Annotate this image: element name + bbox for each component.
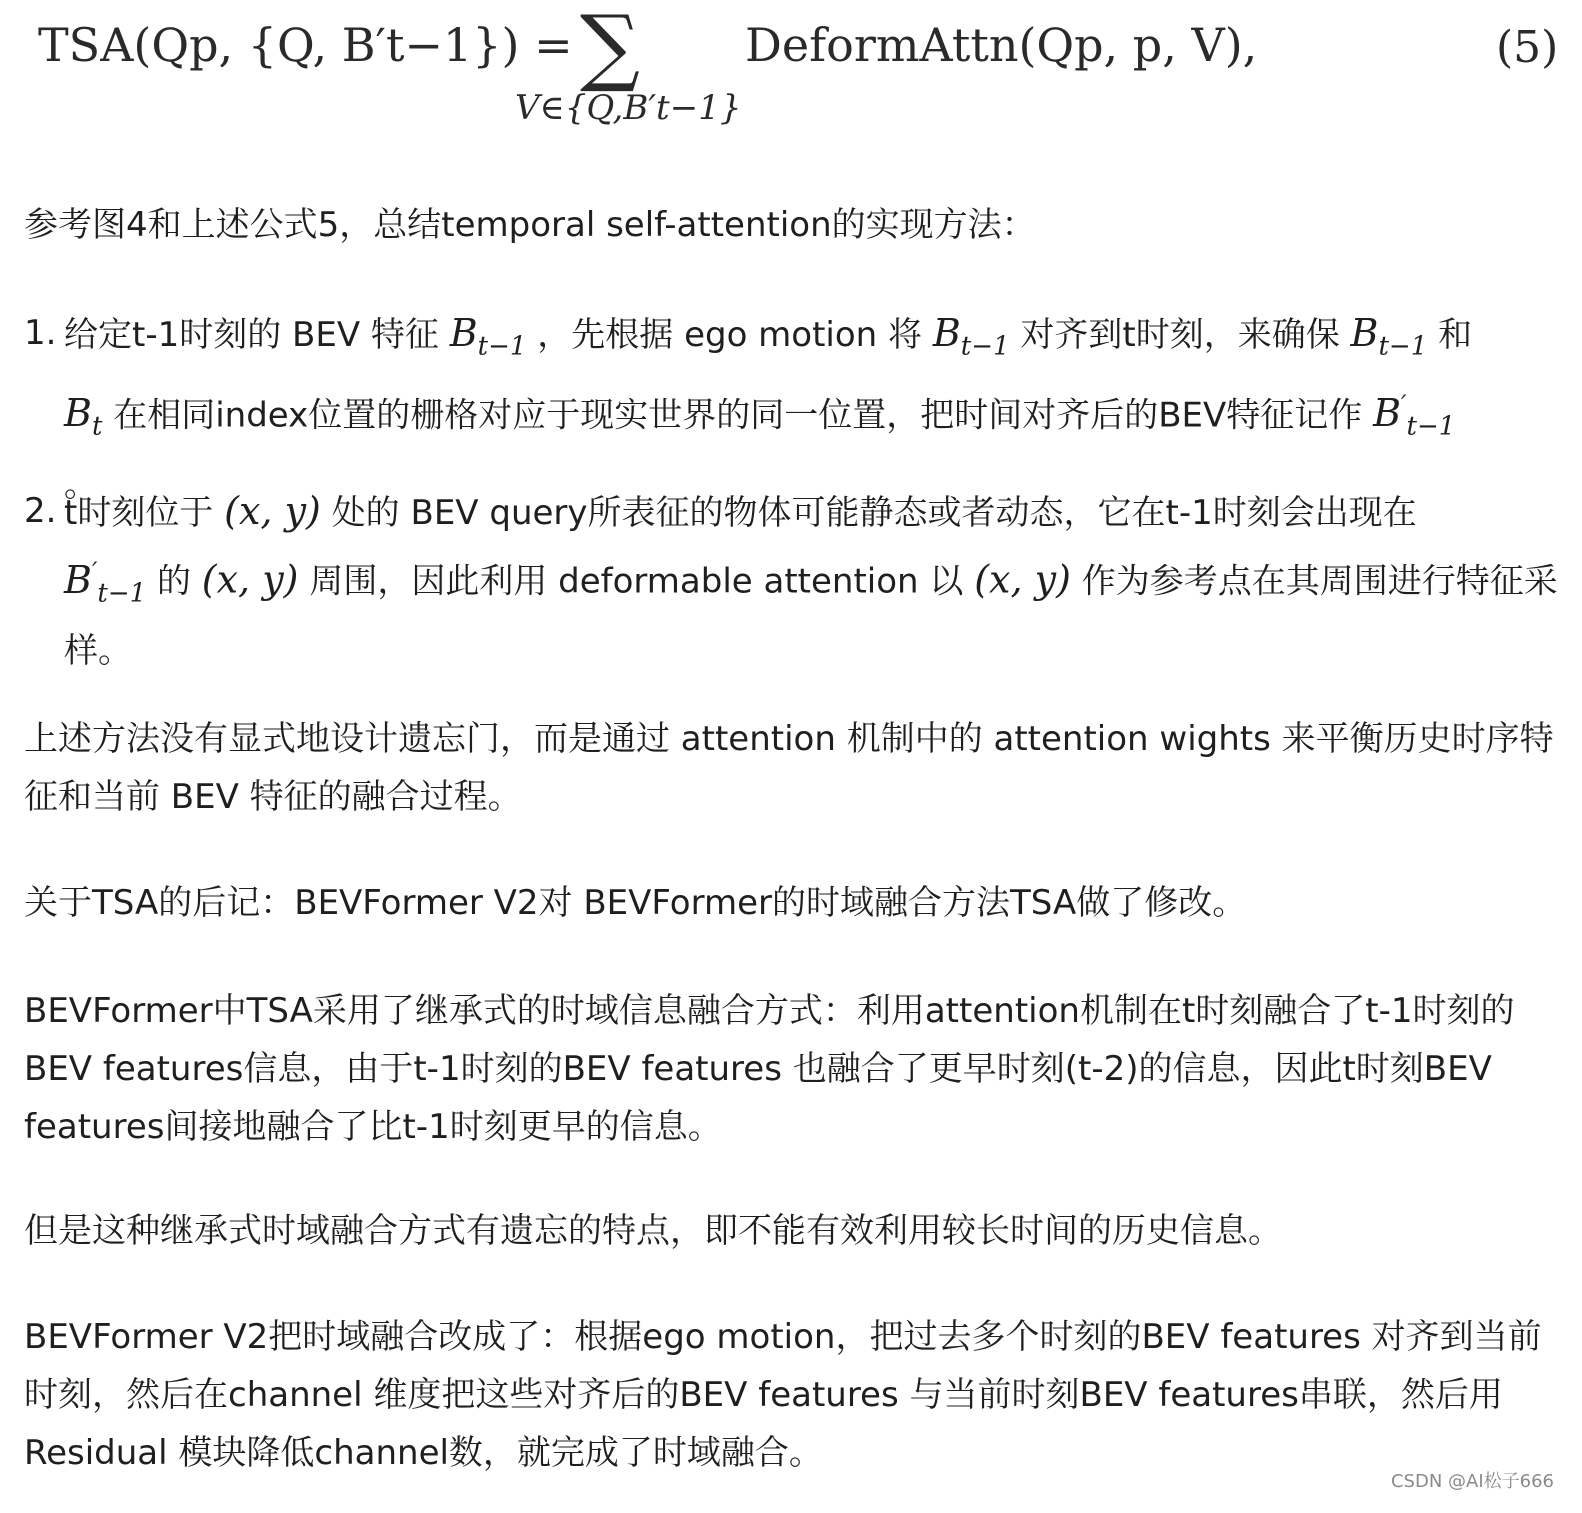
paragraph-forget-gate: 上述方法没有显式地设计遗忘门，而是通过 attention 机制中的 attention wights 来平衡历史时序特征和当前 BEV 特征的融合过程。 [24,719,1554,817]
list-number: 1. [24,313,57,353]
list-text-segment: 周围，因此利用 deformable attention 以 [309,561,964,602]
paragraph-forgetting: 但是这种继承式时域融合方式有遗忘的特点，即不能有效利用较长时间的历史信息。 [24,1211,1282,1251]
math-b-prime-t-1: $B'_{t-1}$ [1373,390,1456,442]
list-text-segment: 作为参考点在其周围进行特征采样。 [64,561,1558,672]
list-text-segment: 的 [156,561,191,602]
list-text-segment: 对齐到t时刻，来确保 [1020,315,1340,355]
paragraph-inherited-fusion: BEVFormer中TSA采用了继承式的时域信息融合方式：利用attention机制在t时刻融合了t-1时刻的BEV features信息，由于t-1时刻的BEV features 也融合了更早时刻(t-2)的信息，因此t时刻BEV features间接地融合了比t-1时刻更早的信息。 [24,991,1515,1147]
list-item-2 [24,482,1564,680]
math-xy: (x, y) [974,557,1071,602]
summation-sign: ∑ [580,0,640,95]
paragraph-tsa-note: 关于TSA的后记：BEVFormer V2对 BEVFormer的时域融合方法TSA做了修改。 [24,883,1247,923]
list-text-segment: 和 [1438,315,1473,355]
math-b-t-1: $B_{t-1}$ [1350,311,1428,362]
paragraph-v2-fusion: BEVFormer V2把时域融合改成了：根据ego motion，把过去多个时刻的BEV features 对齐到当前时刻，然后在channel 维度把这些对齐后的BEV features 与当前时刻BEV features串联，然后用Residual 模块降低channel数，就完成了时域融合。 [24,1317,1542,1473]
equation-lhs: TSA(Qp, {Q, B′t−1}) = [38,18,573,72]
list-text-segment: 给定t-1时刻的 BEV 特征 [64,315,439,355]
list-text-segment: t时刻位于 [64,493,214,533]
math-xy: (x, y) [201,557,299,602]
list-item-2-text [24,482,1564,680]
list-text-segment: 。 [64,464,98,505]
list-text-segment: ，先根据 ego motion 将 [537,315,923,355]
math-b-prime-t-1: $B'_{t-1}$ [64,557,147,609]
summation-subscript: V∈{Q,B′t−1} [515,88,742,128]
list-text-segment: 在相同index位置的栅格对应于现实世界的同一位置，把时间对齐后的BEV特征记作 [113,395,1363,436]
equation-block [0,0,1582,150]
math-b-t-1: $B_{t-1}$ [449,311,527,362]
math-b-t-1: $B_{t-1}$ [932,311,1010,362]
watermark: CSDN @AI松子666 [1390,1471,1554,1492]
math-xy: (x, y) [224,489,321,533]
intro-paragraph: 参考图4和上述公式5，总结temporal self-attention的实现方法： [24,205,1036,245]
list-text-segment: 处的 BEV query所表征的物体可能静态或者动态，它在t-1时刻会出现在 [331,493,1417,533]
equation-rhs: DeformAttn(Qp, p, V), [745,18,1258,72]
equation-number: (5) [1496,22,1559,73]
math-b-t: $B_t$ [64,391,103,442]
list-number: 2. [24,491,57,531]
